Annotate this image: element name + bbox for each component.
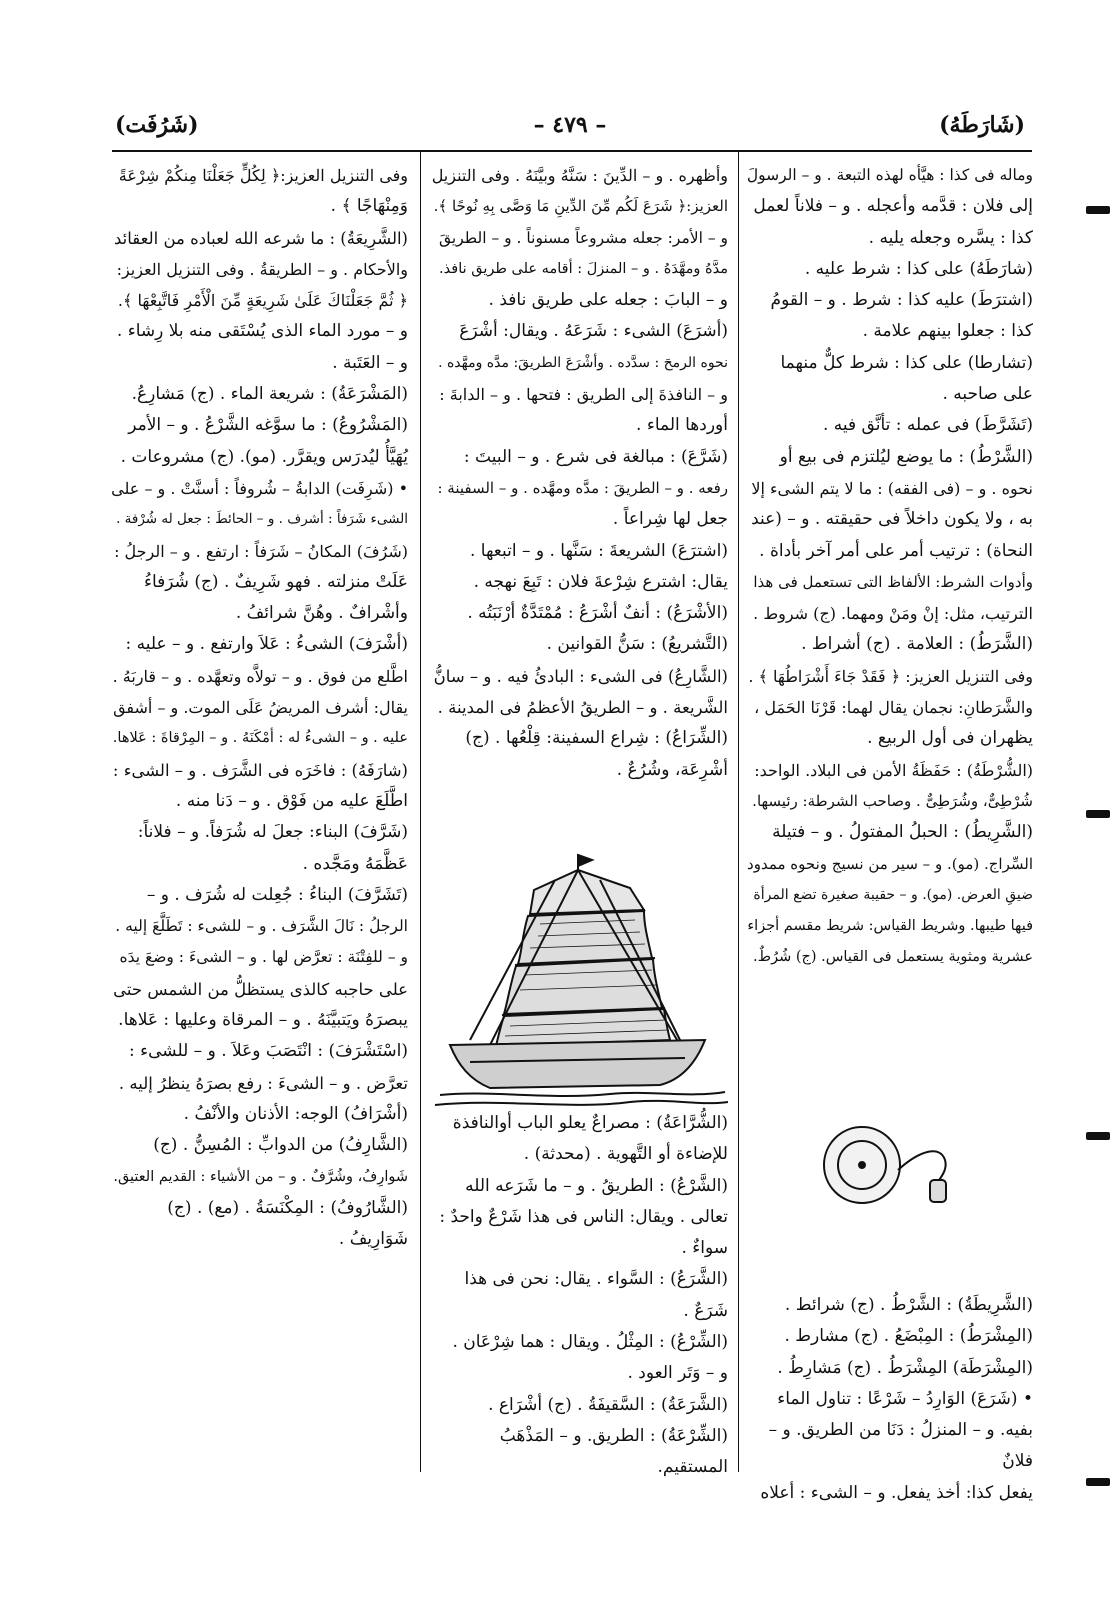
entry-line: (الشَّارُوفُ) : المِكْنَسَةُ . (مع) . (ج) (167, 1197, 408, 1218)
header-rule (112, 150, 1032, 152)
entry-line: اطَّلَعَ عليه من فَوْق . و – دَنا منه . (175, 790, 408, 811)
column-right (746, 160, 1033, 966)
entry-line: شَوَارِيفُ . (338, 1229, 408, 1250)
entry-line: كذا : جعلوا بينهم علامة . (862, 321, 1033, 342)
entry-line: (الشَّارِفُ) من الدوابِّ : المُسِنُّ . (ج) (153, 1135, 408, 1156)
entry-line: الرجلُ : نَالَ الشَّرَف . و – للشىء : تَطَلَّعَ إليه . (115, 917, 408, 936)
page-number: – ٤٧٩ – (533, 112, 607, 138)
entry-line: ضيقِ العرض. (مو). و – حقيبة صغيرة تضع المرأة (753, 886, 1033, 903)
entry-line: نحوه . و – (فى الفقه) : ما لا يتم الشىء إلا (751, 478, 1033, 498)
column-left (112, 160, 408, 1480)
measuring-tape-illustration (810, 1120, 985, 1210)
margin-mark (1086, 206, 1110, 214)
entry-line: مدَّهُ ومهَّدَهُ . و – المنزلَ : أقامه على طريق نافذ. (439, 260, 728, 277)
entry-line: رفعه . و – الطريقَ : مدَّه ومهَّده . و – السفينة : (437, 478, 728, 497)
entry-line: (الشَّرِيعَةُ) : ما شرعه الله لعباده من العقائد (114, 228, 408, 248)
entry-line: يظهران فى أول الربيع . (867, 728, 1033, 749)
margin-mark (1086, 810, 1110, 818)
entry-line: (أشْرَفَ) الشىءُ : عَلاَ وارتفع . و – عليه : (125, 634, 408, 655)
entry-line: وفى التنزيل العزيز:﴿ لِكُلٍّ جَعَلْنَا مِنكُمْ شِرْعَةً (118, 166, 408, 185)
entry-line: والشَّرَطانِ: نجمان يقال لهما: قَرْنَا الحَمَل ، (754, 698, 1033, 718)
entry-line: (اشترَعَ) الشريعةَ : سَنَّها . و – اتبعها . (469, 540, 728, 561)
entry-line: الشَّريعة . و – الطريقُ الأعظمُ فى المدينة . (437, 698, 728, 718)
entry-line: يفعل كذا: أخذ يفعل. و – الشىء : أعلاه (760, 1482, 1033, 1503)
column-middle-continued (432, 1108, 728, 1484)
entry-line: و – العَتَبة . (332, 352, 408, 373)
entry-line: النحاة) : ترتيب أمر على أمر آخر بأداة . (759, 540, 1033, 561)
entry-line: (المَشْرُوعُ) : ما سوَّغه الشَّرْعُ . و – الأمر (128, 415, 408, 436)
entry-line: السِّراج. (مو). و – سير من نسيج ونحوه ممدود (747, 854, 1033, 873)
entry-line: (الشِّرْعَةُ) : الطريق. و – المَذْهَبُ المستقيم. (499, 1425, 728, 1478)
entry-line: عَلَتْ منزلته . فهو شَرِيفٌ . (ج) شُرَفاءُ (144, 571, 408, 592)
entry-line: (اسْتَشْرَفَ) : انْتَصَبَ وعَلاَ . و – للشىء : (129, 1041, 408, 1062)
entry-line: و – للفِتْنَة : تعرَّض لها . و – الشىءَ : وضعَ يدَه (119, 948, 408, 967)
entry-line: و – مورد الماء الذى يُسْتَقى منه بلا رِشاء . (116, 321, 408, 342)
margin-mark (1086, 1478, 1110, 1486)
entry-line: (شَرَّفَ) البناء: جعلَ له شُرَفاً. و – فلاناً: (137, 822, 408, 843)
entry-line: تعرَّض . و – الشىءَ : رفع بصرَهُ ينظرُ إليه . (118, 1073, 408, 1093)
entry-line: اطَّلع من فوق . و – تولاَّه وتعهَّده . و – قاربَهُ . (112, 666, 408, 686)
entry-line: • (شَرَعَ) الوَارِدُ – شَرْعًا : تناول الماء (777, 1388, 1033, 1409)
margin-mark (1086, 1132, 1110, 1140)
entry-line: (الأشْرَعُ) : أنفٌ أشْرَعُ : مُمْتَدَّةٌ أرْنَبَتُه . (467, 603, 728, 624)
entry-line: شُرْطِىٌّ، وشُرَطِىٌّ . وصاحب الشرطة: رئيسها. (752, 791, 1033, 810)
entry-line: الترتيب، مثل: إنْ ومَنْ ومهما. (ج) شروط . (753, 604, 1033, 624)
entry-line: العزيز:﴿ شَرَعَ لَكُم مِّنَ الدِّينِ مَا وَصَّى بِهِ نُوحًا ﴾. (433, 197, 728, 216)
entry-line: • (شَرِفَت) الدابةُ – شُروفاً : أسنَّتْ . و – على (111, 478, 408, 498)
entry-line: أوردها الماء . (636, 415, 728, 436)
entry-line: (الشِّرَاعُ) : شِراع السفينة: قِلْعُها . (ج) (465, 728, 728, 749)
entry-line: عَظَّمَهُ ومَجَّده . (302, 853, 408, 874)
column-divider-left (420, 152, 421, 1472)
entry-line: يُهَيَّأُ ليُدرَس ويقرَّر. (مو). (ج) مشروعات . (120, 446, 408, 467)
entry-line: و – النافذةَ إلى الطريق : فتحها . و – الدابةَ : (439, 385, 728, 405)
entry-line: وأدوات الشرط: الألفاظ التى تستعمل فى هذا (753, 572, 1033, 591)
entry-line: كذا : يسَّره وجعله يليه . (868, 227, 1033, 248)
entry-line: (التَّشريعُ) : سَنُّ القوانين . (546, 634, 728, 655)
entry-line: (الشَّرَعُ) : السَّواء . يقال: نحن فى هذا شَرَعٌ . (464, 1269, 728, 1321)
entry-line: نحوه الرمحَ : سدَّده . وأشْرَعَ الطريقَ: مدَّه ومهَّده . (438, 354, 728, 371)
entry-line: (الشَّرَعَةُ) : السَّقيفَةُ . (ج) أشْرَاع . (488, 1394, 728, 1415)
entry-line: وماله فى كذا : هيَّأه لهذه التبعة . و – الرسولَ (746, 166, 1033, 184)
entry-line: على حاجبه كالذى يستظلُّ من الشمس حتى (113, 979, 408, 999)
entry-line: (الشَّرَطُ) : العلامة . (ج) أشراط . (801, 634, 1033, 655)
entry-line: (الشَّرْعُ) : الطريقُ . و – ما شَرَعه الله (465, 1175, 728, 1196)
entry-line: (تَشَرَّطَ) فى عمله : تأنَّق فيه . (822, 415, 1033, 436)
entry-line: (المِشْرَطَة) المِشْرَطُ . (ج) مَشارِطُ . (777, 1357, 1033, 1378)
entry-line: (تشارطا) على كذا : شرط كلٌّ منهما (780, 352, 1033, 373)
entry-line: (الشُّرْطَةُ) : حَفَظَةُ الأمن فى البلاد. الواحد: (754, 760, 1033, 780)
entry-line: (الشَّرْطُ) : ما يوضع ليُلتزم فى بيع أو (779, 446, 1033, 467)
entry-line: به ، ولا يكون داخلاً فى حقيقته . و – (عند (751, 509, 1033, 530)
entry-line: (اشترَطَ) عليه كذا : شرط . و – القومُ (770, 290, 1033, 311)
entry-line: عشرية ومثوية يستعمل فى القياس. (ج) شُرُطٌ. (753, 949, 1033, 966)
entry-line: (الشَّرِيطَةُ) : الشَّرْطُ . (ج) شرائط . (784, 1295, 1033, 1315)
entry-line: الشىء شَرَفاً : أشرف . و – الحائطَ : جعل له شُرْفة . (116, 511, 408, 528)
entry-line: تعالى . ويقال: الناس فى هذا شَرْعٌ واحدٌ : سواءٌ . (439, 1206, 728, 1259)
header-last-entry: (شَرُفَت) (115, 112, 199, 138)
entry-line: إلى فلان : قدَّمه وأعجله . و – فلاناً لعمل (753, 196, 1033, 217)
entry-line: ﴿ ثُمَّ جَعَلْنَاكَ عَلَىٰ شَرِيعَةٍ مِّنَ الْأَمْرِ فَاتَّبِعْهَا ﴾. (117, 291, 408, 311)
column-right-continued (748, 1290, 1033, 1509)
entry-line: فيها طيبها. وشريط القياس: شريط مقسم أجزاء (747, 918, 1033, 935)
entry-line: على صاحبه . (942, 384, 1033, 405)
header-first-entry: (شَارَطَهُ) (939, 112, 1025, 138)
entry-line: (المِشْرَطُ) : المِبْضَعُ . (ج) مشارط . (784, 1326, 1033, 1347)
entry-line: (شارَطَهُ) على كذا : شرط عليه . (804, 258, 1033, 279)
entry-line: (تَشَرَّفَ) البناءُ : جُعِلت له شُرَف . و – (146, 884, 408, 905)
entry-line: وَمِنْهَاجًا ﴾ . (330, 196, 408, 217)
entry-line: وأشْرافٌ . وهُنَّ شرائفُ . (235, 603, 408, 624)
entry-line: للإضاءة أو التَّهوية . (محدثة) . (523, 1144, 728, 1165)
entry-line: (الشُّرَّاعَةُ) : مصراعٌ يعلو الباب أوالنافذة (452, 1113, 728, 1133)
entry-line: شَوارِفُ، وشُرَّفٌ . و – من الأشياء : القديم العتيق. (113, 1168, 408, 1185)
entry-line: (الشَّارِعُ) فى الشىء : البادئُ فيه . و – سانُّ (433, 666, 728, 686)
entry-line: أشْرِعَة، وشُرُعٌ . (616, 759, 728, 780)
entry-line: (المَشْرَعَةُ) : شريعة الماء . (ج) مَشارِعُ. (131, 384, 408, 405)
entry-line: (أشْرَافُ) الوجه: الأذنان والأنْفُ . (183, 1103, 408, 1124)
entry-line: (الشِّرْعُ) : المِثْلُ . ويقال : هما شِرْعَان . (452, 1332, 728, 1353)
entry-line: والأحكام . و – الطريقةُ . وفى التنزيل العزيز: (116, 259, 408, 279)
entry-line: يبصرَهُ ويَتبيَّنَهُ . و – المرقاة وعليها : عَلاها. (118, 1010, 408, 1031)
entry-line: (أشرَعَ) الشىء : شَرَعَهُ . ويقال: أشْرَعَ (459, 321, 728, 342)
entry-line: و – البابَ : جعله على طريق نافذ . (488, 290, 728, 311)
entry-line: يقال: أشرف المريضُ عَلَى الموت. و – أشفق (113, 698, 408, 718)
entry-line: بفيه. و – المنزلُ : دَنَا من الطريق. و – فلانٌ (768, 1420, 1033, 1472)
entry-line: و – الأمر: جعله مشروعاً مسنوناً . و – الطريقَ (439, 228, 728, 247)
entry-line: و – وَتَر العود . (627, 1363, 728, 1384)
column-divider-right (738, 152, 739, 1472)
entry-line: يقال: اشترع شِرْعةَ فلان : تَبِعَ نهجه . (473, 571, 728, 592)
entry-line: جعل لها شِراعاً . (612, 509, 728, 530)
entry-line: (شَرُفَ) المكانُ – شَرَفاً : ارتفع . و – الرجلُ : (114, 541, 408, 561)
entry-line: (الشَّرِيطُ) : الحبلُ المفتولُ . و – فتيلة (772, 822, 1033, 843)
entry-line: وأظهره . و – الدِّينَ : سَنَّهُ وبيَّنَهُ . وفى التنزيل (431, 166, 728, 185)
entry-line: (شارَفَهُ) : فاخَرَه فى الشَّرَف . و – الشىء : (112, 760, 408, 780)
column-middle (432, 160, 728, 810)
entry-line: وفى التنزيل العزيز: ﴿ فَقَدْ جَاءَ أَشْرَاطُهَا ﴾ . (748, 666, 1033, 686)
page-header (115, 112, 1025, 152)
sailing-ship-illustration (430, 840, 730, 1115)
entry-line: عليه . و – الشىءُ له : أمْكَنَهُ . و – المِرْقاةَ : عَلاها. (112, 730, 408, 747)
entry-line: (شَرَّعَ) : مبالغة فى شرع . و – البيتَ : (463, 446, 728, 467)
